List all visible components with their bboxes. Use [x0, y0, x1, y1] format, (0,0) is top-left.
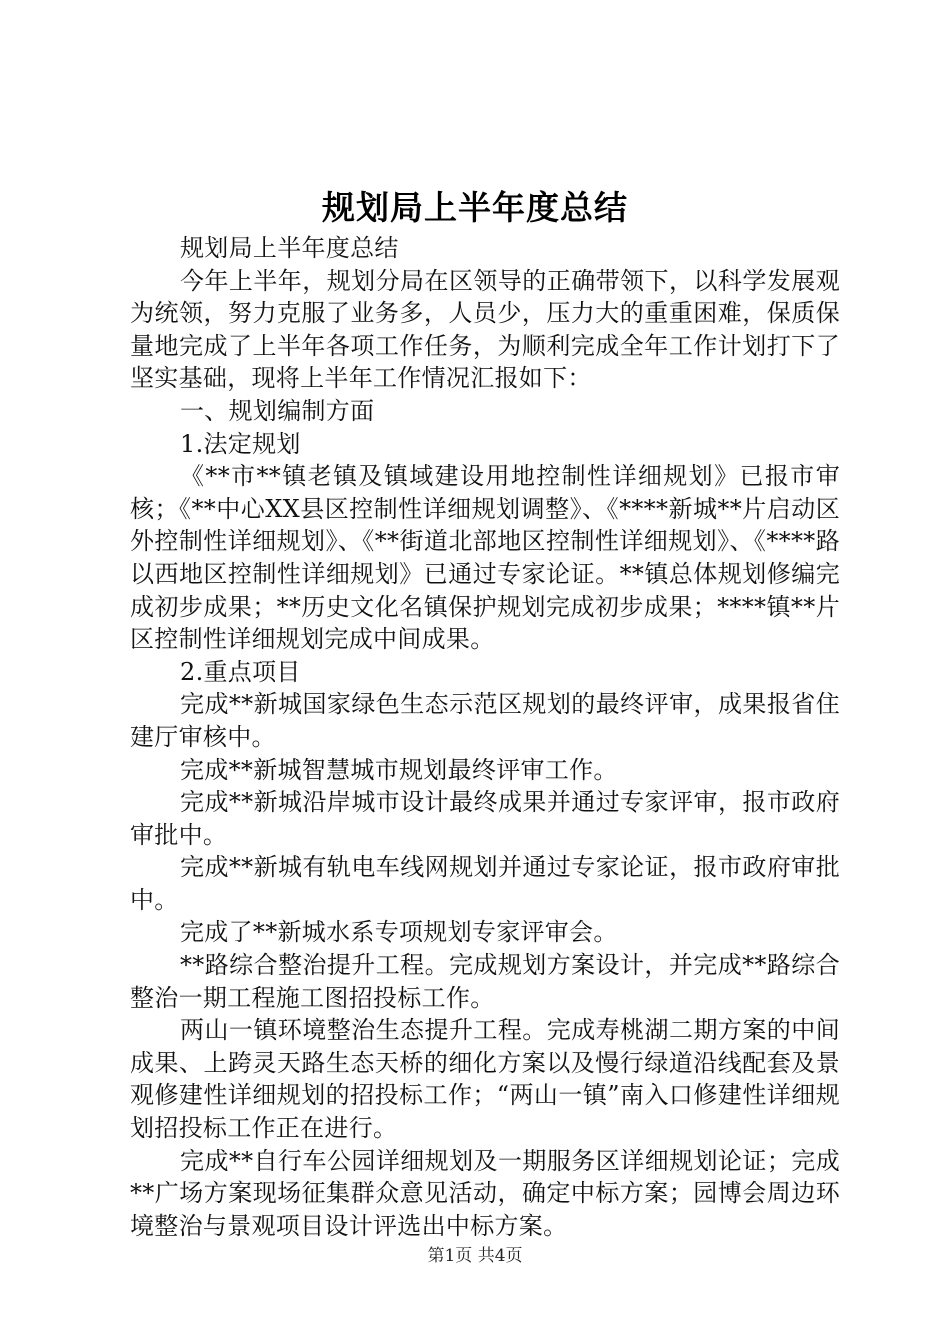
paragraph: 完成**新城沿岸城市设计最终成果并通过专家评审，报市政府审批中。 [130, 788, 840, 849]
page-title: 规划局上半年度总结 [322, 188, 628, 227]
paragraph: 《**市**镇老镇及镇域建设用地控制性详细规划》已报市审核；《**中心XX县区控制性详细规划调整》、《****新城**片启动区外控制性详细规划》、《**街道北部地区控制性详细规划》、《****路以西地区控制性详细规划》已通过专家论证。**镇总体规划修编完成初步成果；**历史文化名镇保护规划完成初步成果；****镇**片区控制性详细规划完成中间成果。 [130, 462, 840, 654]
subsection-heading: 2.重点项目 [180, 657, 301, 686]
paragraph: **路综合整治提升工程。完成规划方案设计，并完成**路综合整治一期工程施工图招投标工作。 [130, 951, 840, 1012]
paragraph: 完成**新城国家绿色生态示范区规划的最终评审，成果报省住建厅审核中。 [130, 690, 840, 751]
section-heading: 一、规划编制方面 [180, 396, 375, 425]
paragraph: 完成**新城智慧城市规划最终评审工作。 [180, 755, 618, 784]
document-body [130, 232, 840, 1242]
paragraph: 两山一镇环境整治生态提升工程。完成寿桃湖二期方案的中间成果、上跨灵天路生态天桥的细化方案以及慢行绿道沿线配套及景观修建性详细规划的招投标工作；“两山一镇”南入口修建性详细规划招投标工作正在进行。 [130, 1016, 840, 1143]
paragraph-subtitle: 规划局上半年度总结 [180, 234, 399, 262]
paragraph: 完成**自行车公园详细规划及一期服务区详细规划论证；完成**广场方案现场征集群众意见活动，确定中标方案；园博会周边环境整治与景观项目设计评选出中标方案。 [130, 1146, 840, 1240]
subsection-heading: 1.法定规划 [180, 429, 301, 458]
paragraph-intro: 今年上半年，规划分局在区领导的正确带领下，以科学发展观为统领，努力克服了业务多，人员少，压力大的重重困难，保质保量地完成了上半年各项工作任务，为顺利完成全年工作计划打下了坚实基础，现将上半年工作情况汇报如下： [130, 266, 840, 393]
paragraph: 完成**新城有轨电车线网规划并通过专家论证，报市政府审批中。 [130, 853, 840, 914]
page-number: 第1页 共4页 [427, 1246, 523, 1266]
paragraph: 完成了**新城水系专项规划专家评审会。 [180, 918, 618, 947]
